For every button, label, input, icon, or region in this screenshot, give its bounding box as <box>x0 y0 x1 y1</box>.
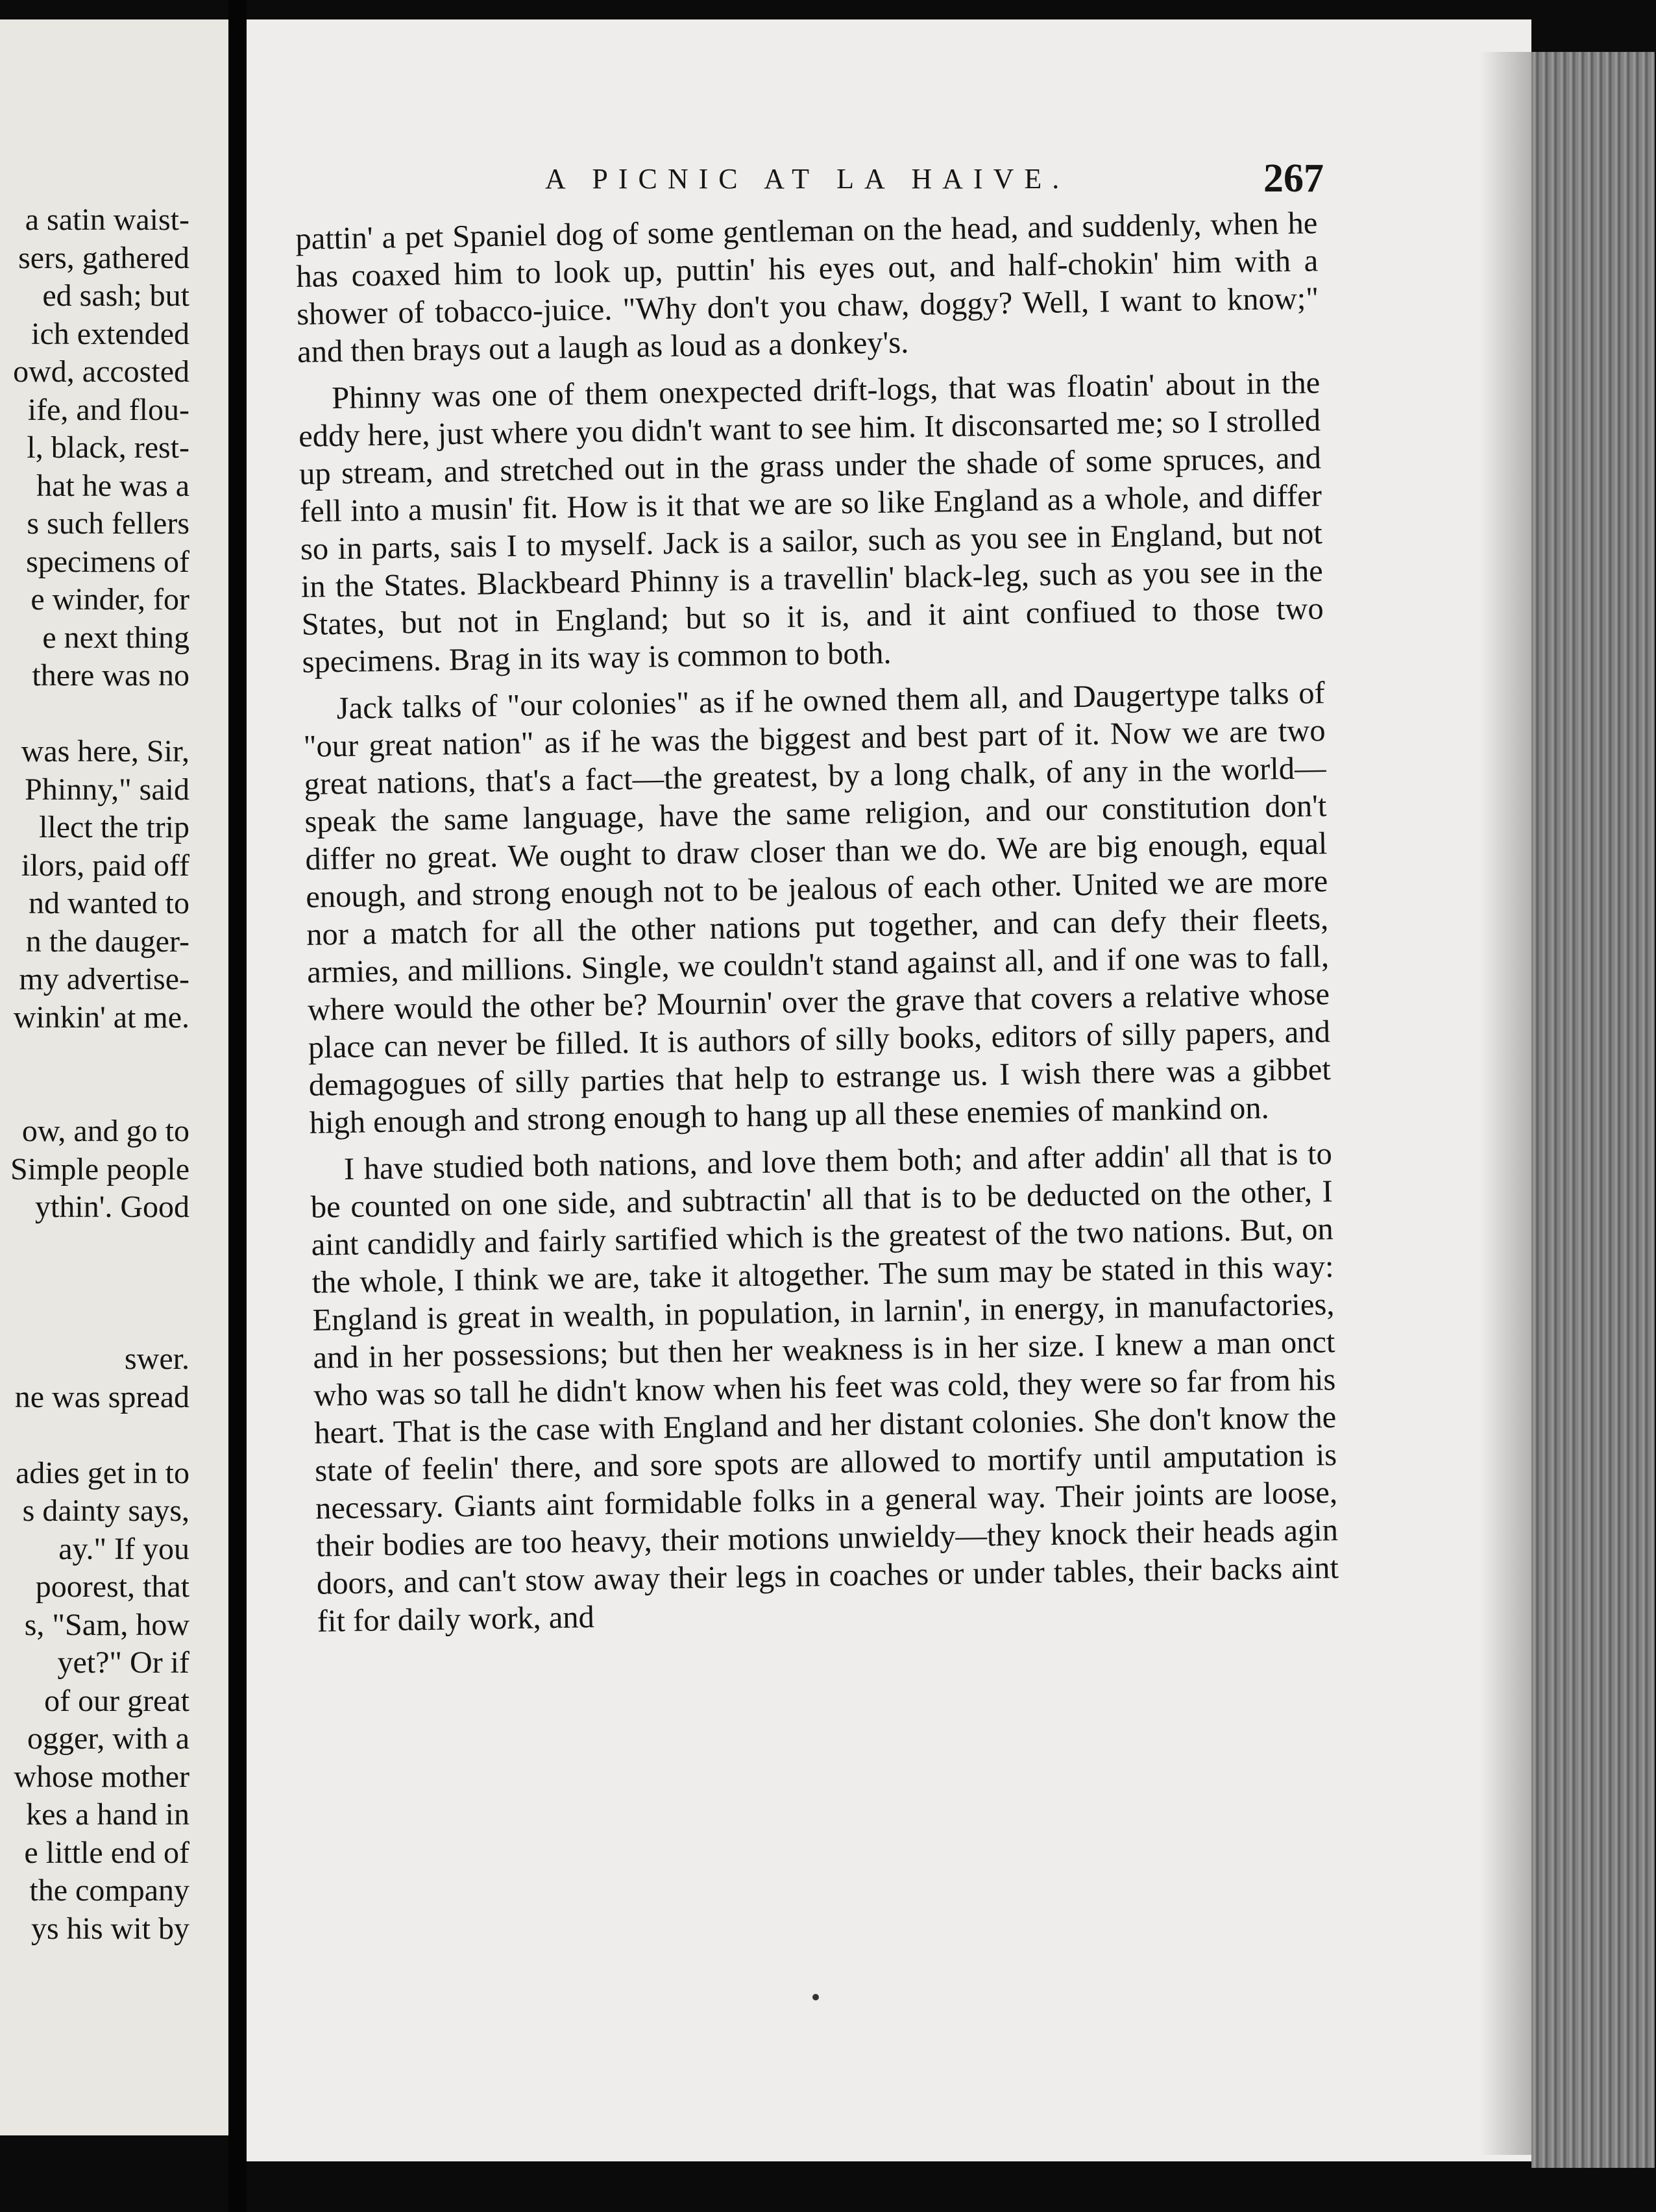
page-edges <box>1531 52 1655 2168</box>
left-page-line: sers, gathered <box>18 240 189 275</box>
page-number: 267 <box>1263 156 1324 201</box>
left-page-line: Simple people <box>10 1151 189 1186</box>
left-page-line: there was no <box>32 658 189 693</box>
left-page-line: winkin' at me. <box>13 1000 189 1035</box>
paragraph: pattin' a pet Spaniel dog of some gentleman on the head, and suddenly, when he has coaxed him to look up, puttin' his eyes out, and half-chokin' him with a shower of tobacco-juice. "Why don't you chaw, doggy? Well, I want to know;" and then brays out a laugh as loud as a donkey's. <box>295 206 1319 369</box>
left-page-line: e next thing <box>42 620 189 655</box>
left-page-line: ife, and flou- <box>27 392 189 427</box>
left-page-line: poorest, that <box>35 1569 189 1604</box>
paragraph: Jack talks of "our colonies" as if he owned them all, and Daugertype talks of "our great nation" as if he was the biggest and best part of it. Now we are two great nations, that's a fact—the greatest, by a long chalk, of any in the world—speak the same language, have the same religion, and our constitution don't differ no great. We ought to draw closer than we do. We are big enough, equal enough, and strong enough not to be jealous of each other. United we are more nor a match for all the other nations put together, and can defy their fleets, armies, and millions. Single, we couldn't stand against all, and if one was to fall, where would the other be? Mournin' over the grave that covers a relative whose place can never be filled. It is authors of silly books, editors of silly papers, and demagogues of silly parties that help to estrange us. I wish there was a gibbet high enough and strong enough to hang up all these enemies of mankind on. <box>303 676 1332 1140</box>
left-page-line: l, black, rest- <box>27 430 189 465</box>
page-body <box>295 204 1339 1640</box>
running-head: A PICNIC AT LA HAIVE. <box>545 163 1070 195</box>
left-page-line: ys his wit by <box>30 1911 189 1946</box>
left-page-line: e winder, for <box>30 582 189 617</box>
left-page-line: my advertise- <box>19 962 189 996</box>
left-page-line: swer. <box>125 1342 189 1376</box>
left-page-line: kes a hand in <box>26 1797 189 1832</box>
left-page-line: ow, and go to <box>21 1114 189 1148</box>
left-page <box>0 19 228 2135</box>
left-page-line: owd, accosted <box>13 354 189 389</box>
left-page-line: Phinny," said <box>25 772 189 807</box>
left-page-line: ed sash; but <box>42 278 189 313</box>
paragraph: Phinny was one of them onexpected drift-logs, that was floatin' about in the eddy here, just where you didn't want to see him. It disconsarted me; so I strolled up stream, and stretched out in the grass under the shade of some spruces, and fell into a musin' fit. How is it that we are so like England as a whole, and differ so in parts, sais I to myself. Jack is a sailor, such as you see in England, but not in the States. Blackbeard Phinny is a travellin' black-leg, such as you see in the States, but not in England; but so it is, and it aint confiued to those two specimens. Brag in its way is common to both. <box>298 365 1324 680</box>
page-shadow <box>1479 52 1531 2155</box>
left-page-line: nd wanted to <box>29 886 189 920</box>
left-page-line: s dainty says, <box>22 1493 189 1528</box>
left-page-line: e little end of <box>24 1835 189 1870</box>
left-page-line: ne was spread <box>14 1379 189 1414</box>
left-page-line: n the dauger- <box>25 924 189 959</box>
left-page-line: s, "Sam, how <box>24 1607 189 1642</box>
paragraph: I have studied both nations, and love them both; and after addin' all that is to be counted on one side, and subtractin' all that is to be deducted on the other, I aint candidly and fairly sartified which is the greatest of the two nations. But, on the whole, I think we are, take it altogether. The sum may be stated in this way: England is great in wealth, in population, in larnin', in energy, in manufactories, and in her possessions; but then her weakness is in her size. I knew a man onct who was so tall he didn't know when his feet was cold, they were so far from his heart. That is the case with England and her distant colonies. She don't know the state of feelin' there, and sore spots are allowed to mortify until amputation is necessary. Giants aint formidable folks in a general way. Their joints are loose, their bodies are too heavy, their motions unwieldy—they knock their heads agin doors, and can't stow away their legs in coaches or under tables, their backs aint fit for daily work, and <box>310 1137 1339 1639</box>
left-page-line: adies get in to <box>16 1455 189 1490</box>
left-page-line: ythin'. Good <box>35 1190 189 1224</box>
page-header <box>298 156 1324 201</box>
left-page-line: llect the trip <box>39 810 189 844</box>
left-page-line: the company <box>29 1873 189 1908</box>
left-page-line: ich extended <box>31 316 189 351</box>
left-page-line: of our great <box>44 1683 189 1718</box>
left-page-line: specimens of <box>26 544 189 579</box>
left-page-line: whose mother <box>14 1759 189 1794</box>
left-page-line: yet?" Or if <box>57 1645 189 1680</box>
left-page-line: ilors, paid off <box>21 848 189 883</box>
left-page-line: a satin waist- <box>25 203 189 237</box>
book-gutter <box>228 0 247 2212</box>
left-page-line: ay." If you <box>58 1531 189 1566</box>
ink-speck <box>812 1994 819 2000</box>
left-page-line: was here, Sir, <box>21 734 189 768</box>
left-page-line: s such fellers <box>27 506 189 541</box>
left-page-line: ogger, with a <box>27 1721 189 1756</box>
left-page-line: hat he was a <box>36 468 189 503</box>
